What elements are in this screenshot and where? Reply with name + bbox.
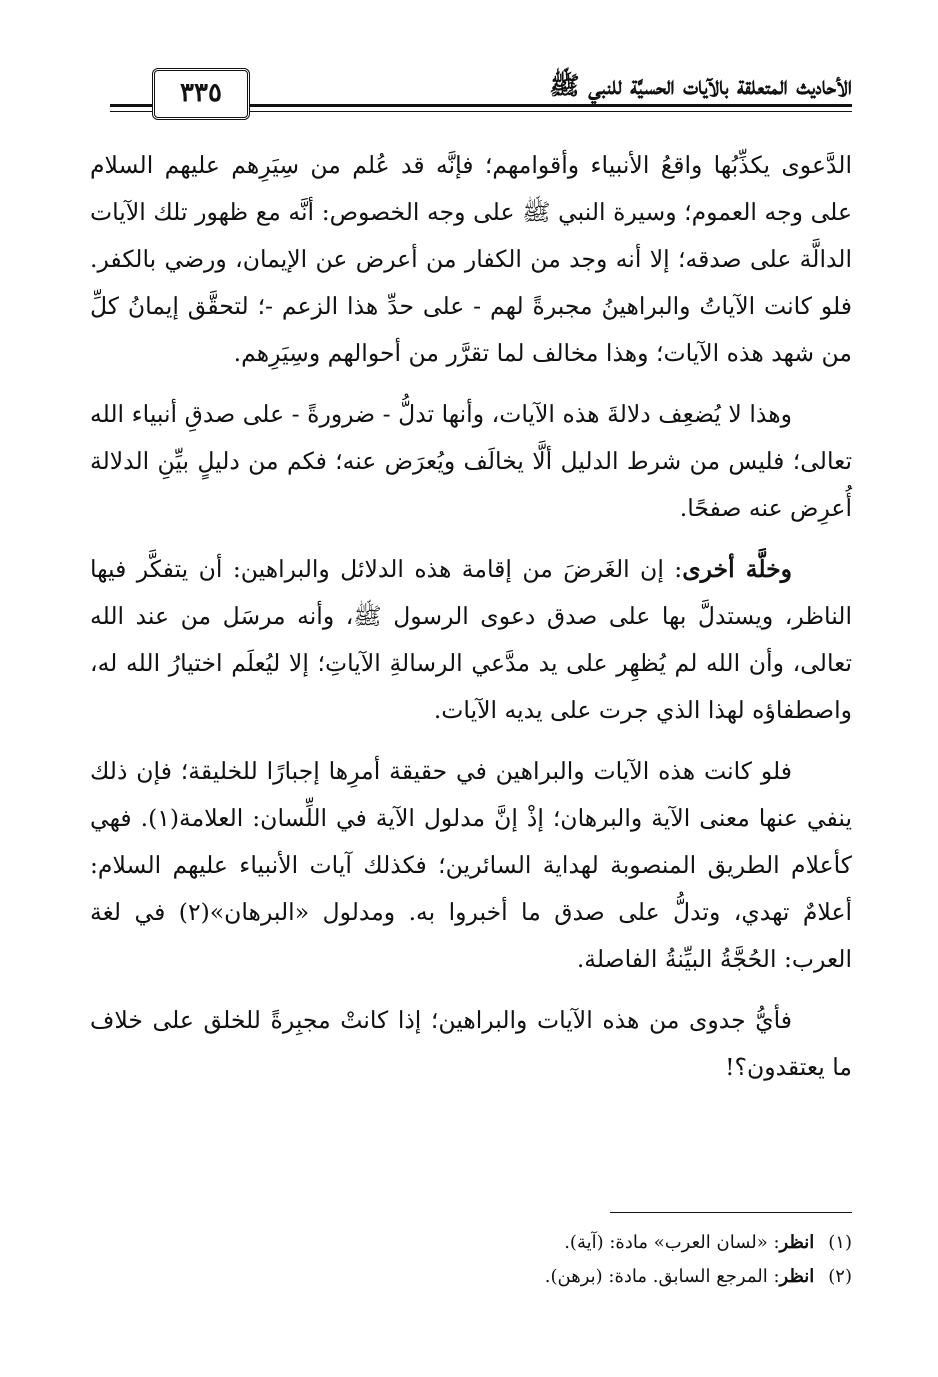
- footnotes: [300, 1226, 852, 1294]
- running-title: الأحاديث المتعلقة بالآيات الحسيَّة للنبي ﷺ: [549, 71, 852, 100]
- paragraph-lead: وخلَّة أخرى: [682, 555, 792, 583]
- footnote-text: : «لسان العرب» مادة: (آية).: [564, 1232, 780, 1253]
- footnote-number: (٢): [828, 1266, 852, 1287]
- paragraph-text: الدَّعوى يكذِّبُها واقعُ الأنبياء وأقوامهم؛ فإنَّه قد عُلم من سِيَرِهم عليهم السلام على وجه العموم؛ وسيرة النبي ﷺ على وجه الخصوص: أنَّه مع ظهور تلك الآيات الدالَّة على صدقه؛ إلا أنه وجد من الكفار من أعرض عن الإيمان، ورضي بالكفر. فلو كانت الآياتُ والبراهينُ مجبرةً لهم - على حدِّ هذا الزعم -؛ لتحقَّق إيمانُ كلِّ من شهد هذه الآيات؛ وهذا مخالف لما تقرَّر من أحوالهم وسِيَرِهم.: [90, 151, 852, 367]
- paragraph: [90, 748, 852, 983]
- footnote-label: انظر: [779, 1232, 815, 1253]
- paragraph: [90, 142, 852, 377]
- footnote: [300, 1226, 852, 1260]
- paragraph-text: : إن الغَرضَ من إقامة هذه الدلائل والبراهين: أن يتفكَّر فيها الناظر، ويستدلَّ بها على صدق دعوى الرسول ﷺ، وأنه مرسَل من عند الله تعالى، وأن الله لم يُظهِر على يد مدَّعي الرسالةِ الآياتِ؛ إلا ليُعلَم اختيارُ الله له، واصطفاؤه لهذا الذي جرت على يديه الآيات.: [90, 555, 852, 724]
- paragraph-text: فلو كانت هذه الآيات والبراهين في حقيقة أمرِها إجبارًا للخليقة؛ فإن ذلك ينفي عنها معنى الآية والبرهان؛ إذْ إنَّ مدلول الآية في اللِّسان: العلامة(١). فهي كأعلام الطريق المنصوبة لهداية السائرين؛ فكذلك آيات الأنبياء عليهم السلام: أعلامٌ تهدي، وتدلُّ على صدق ما أخبروا به. ومدلول «البرهان»(٢) في لغة العرب: الحُجَّةُ البيِّنةُ الفاصلة.: [90, 757, 852, 973]
- footnote-text: : المرجع السابق. مادة: (برهن).: [544, 1266, 780, 1287]
- footnote-divider: [610, 1212, 852, 1213]
- page-header: [110, 60, 852, 120]
- paragraph: [90, 546, 852, 734]
- footnote-label: انظر: [779, 1266, 815, 1287]
- main-text: [90, 142, 852, 1105]
- paragraph: [90, 997, 852, 1091]
- page-number: ٣٣٥: [152, 68, 250, 120]
- paragraph: [90, 391, 852, 532]
- paragraph-text: فأيُّ جدوى من هذه الآيات والبراهين؛ إذا كانتْ مجبِرةً للخلق على خلاف ما يعتقدون؟!: [90, 1006, 852, 1081]
- paragraph-text: وهذا لا يُضعِف دلالةَ هذه الآيات، وأنها تدلُّ - ضرورةً - على صدقِ أنبياء الله تعالى؛ فليس من شرط الدليل ألَّا يخالَف ويُعرَض عنه؛ فكم من دليلٍ بيِّنِ الدلالة أُعرِض عنه صفحًا.: [90, 400, 852, 522]
- footnote-number: (١): [828, 1232, 852, 1253]
- footnote: [300, 1260, 852, 1294]
